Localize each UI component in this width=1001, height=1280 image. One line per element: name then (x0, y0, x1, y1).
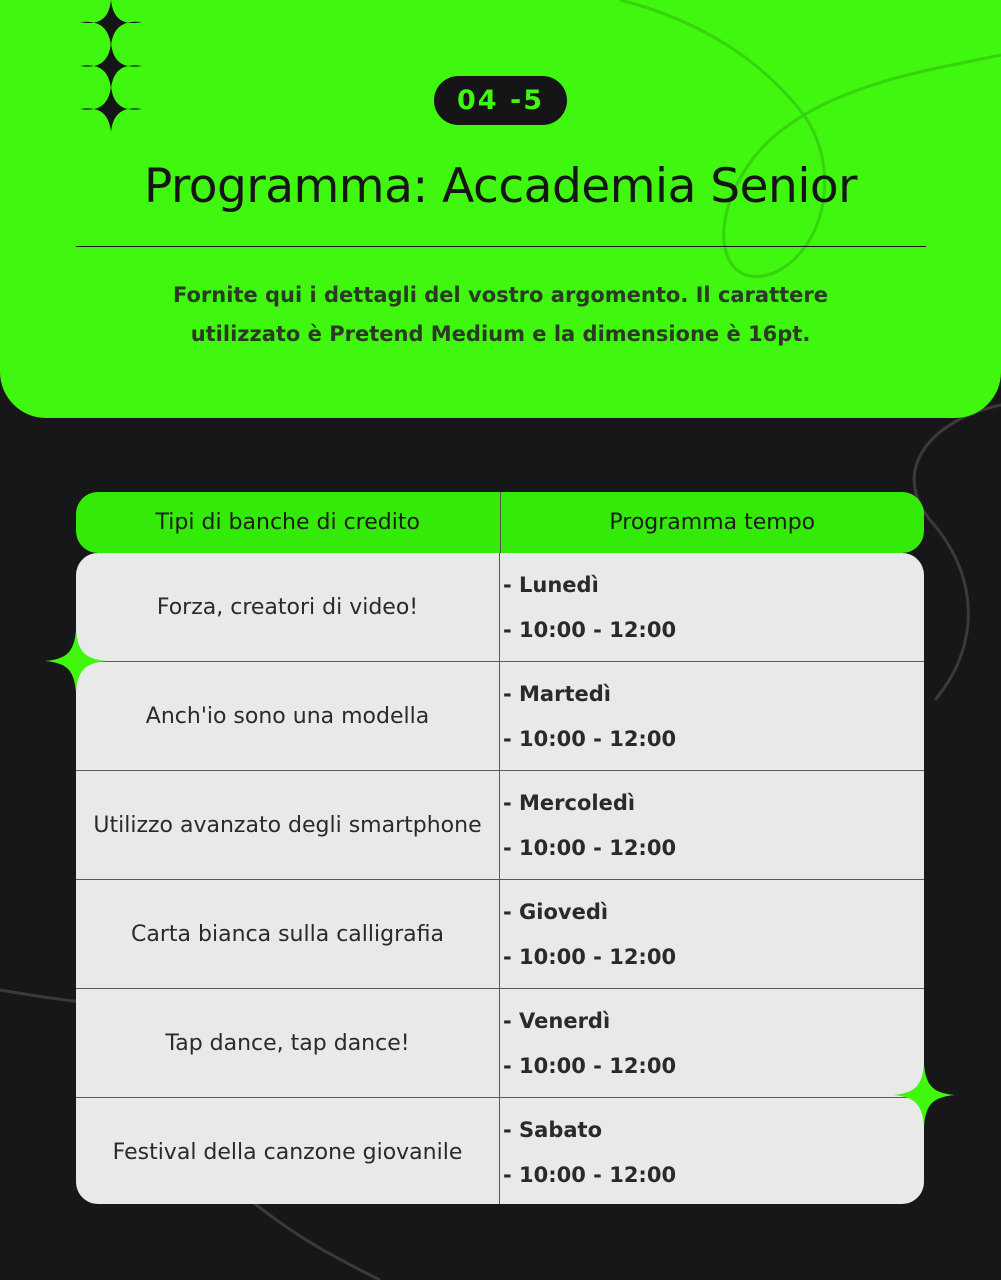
section-badge: 04 -5 (434, 76, 567, 125)
time-label: - 10:00 - 12:00 (503, 1053, 677, 1078)
title-divider (76, 246, 926, 247)
time-label: - 10:00 - 12:00 (503, 617, 677, 642)
schedule-cell (500, 989, 924, 1097)
sparkle-icon (893, 1064, 955, 1126)
course-name: Tap dance, tap dance! (76, 989, 500, 1097)
time-label: - 10:00 - 12:00 (503, 726, 677, 751)
day-label: - Martedì (503, 681, 611, 706)
table-row (76, 879, 924, 988)
column-header-time: Programma tempo (609, 510, 816, 535)
description-text: Fornite qui i dettagli del vostro argomento. Il carattere utilizzato è Pretend Medium e la dimensione è 16pt. (172, 283, 829, 346)
schedule-table (76, 492, 924, 1187)
table-header (76, 492, 924, 553)
course-name: Carta bianca sulla calligrafia (76, 880, 500, 988)
table-body (76, 553, 924, 1204)
sparkle-icon (45, 630, 107, 692)
schedule-cell (500, 662, 924, 770)
day-label: - Mercoledì (503, 790, 636, 815)
table-row (76, 661, 924, 770)
time-label: - 10:00 - 12:00 (503, 835, 677, 860)
course-name: Anch'io sono una modella (76, 662, 500, 770)
page-title: Programma: Accademia Senior (144, 159, 857, 214)
time-label: - 10:00 - 12:00 (503, 1162, 677, 1187)
course-name: Utilizzo avanzato degli smartphone (76, 771, 500, 879)
schedule-cell (500, 880, 924, 988)
table-row (76, 553, 924, 661)
sparkle-icon (80, 0, 142, 132)
schedule-cell (500, 553, 924, 661)
column-header-type: Tipi di banche di credito (76, 492, 501, 553)
schedule-cell (500, 1098, 924, 1204)
course-name: Festival della canzone giovanile (76, 1098, 500, 1204)
day-label: - Giovedì (503, 899, 609, 924)
day-label: - Sabato (503, 1117, 602, 1142)
day-label: - Lunedì (503, 572, 599, 597)
table-row (76, 770, 924, 879)
hero-banner (0, 0, 1001, 418)
time-label: - 10:00 - 12:00 (503, 944, 677, 969)
table-row (76, 988, 924, 1097)
schedule-cell (500, 771, 924, 879)
day-label: - Venerdì (503, 1008, 611, 1033)
course-name: Forza, creatori di video! (76, 553, 500, 661)
table-row (76, 1097, 924, 1204)
